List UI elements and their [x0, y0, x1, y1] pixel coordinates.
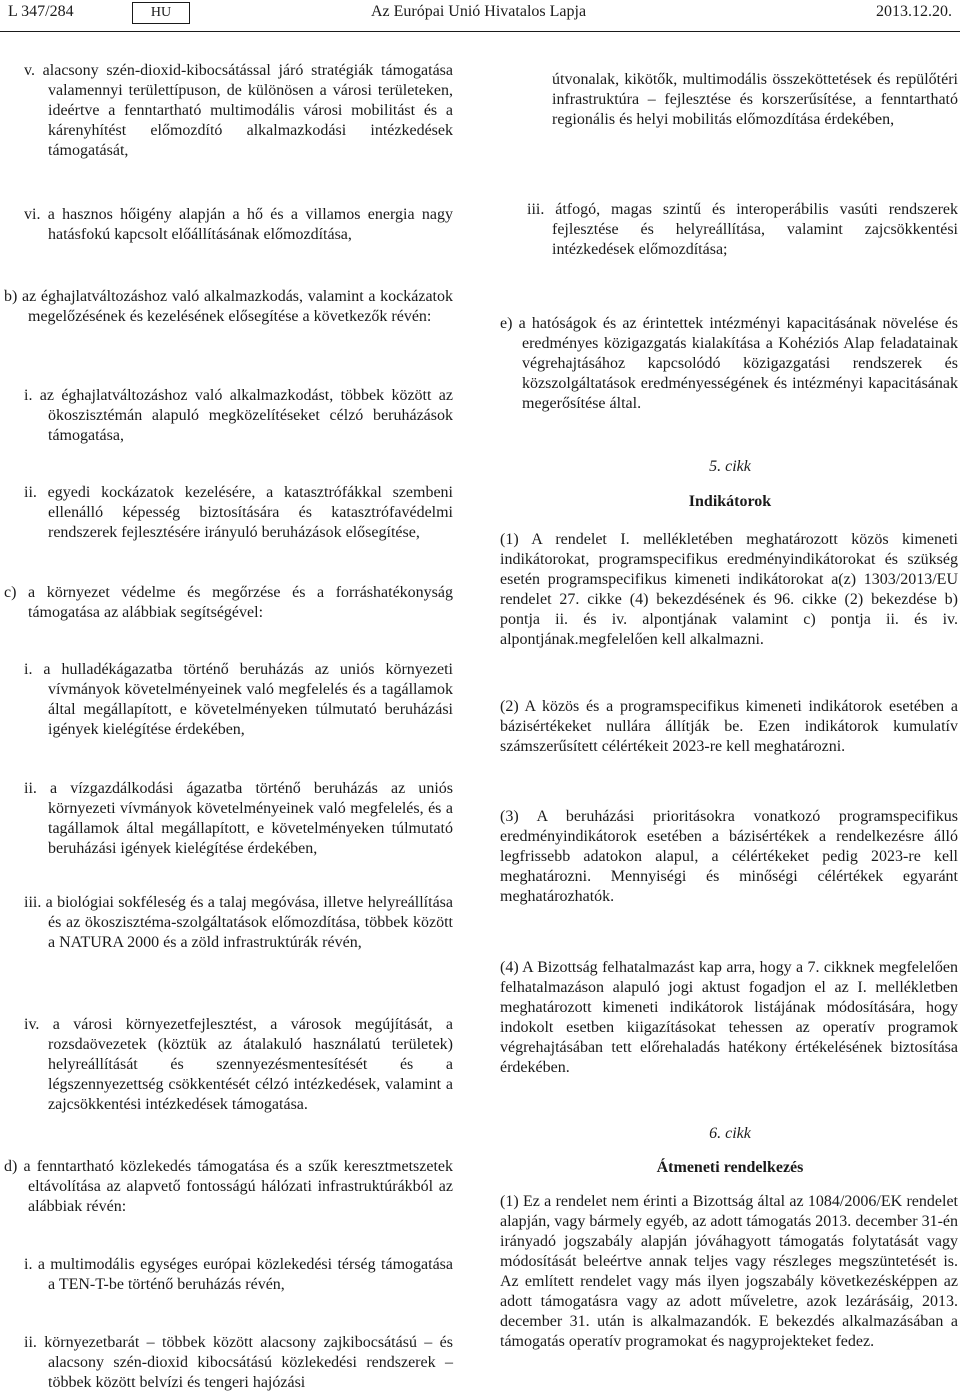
item-d-iii: iii. átfogó, magas szintű és interoperábilis vasúti rendszerek fejlesztése és helyreállítása, valamint zajcsökkentési intézkedések előmozdítása;: [527, 201, 958, 258]
item-v: v. alacsony szén-dioxid-kibocsátással járó stratégiák támogatása valamennyi területtípuson, de különösen a városi területeken, ideértve a fenntartható multimodális városi mobilitást és a kárenyhítést előmozdító alkalmazkodási intézkedések támogatását,: [24, 62, 453, 159]
item-c-ii: ii. a vízgazdálkodási ágazatba történő beruházás az uniós környezeti vívmányok követelményeinek való megfelelés, és a tagállamok által megállapított, e követelményeken túlmutató beruházási igények kielégítése érdekében,: [24, 780, 453, 857]
page-header: [0, 0, 960, 30]
item-c-i: i. a hulladékágazatba történő beruházás az uniós környezeti vívmányok követelményeinek való megfelelés és a tagállamok által megállapított, e követelményeken túlmutató beruházási igények kielégítése érdekében,: [24, 661, 453, 738]
item-vi: vi. a hasznos hőigény alapján a hő és a villamos energia nagy hatásfokú kapcsolt előállításának előmozdítása,: [24, 206, 453, 243]
item-b-i: i. az éghajlatváltozáshoz való alkalmazkodást, többek között az ökoszisztémán alapuló megközelítéseket célzó beruházások támogatása,: [24, 387, 453, 444]
article-5-paragraph-4: (4) A Bizottság felhatalmazást kap arra, hogy a 7. cikknek megfelelően felhatalmazáson alapuló jogi aktust fogadjon el az I. mellékletben meghatározott kimeneti indikátorok listájának módosítására, hogy indokolt esetben kiigazításokat tehessen az operatív programok végrehajtásában tett előrehaladás hatékony értékelésének biztosítása érdekében.: [500, 959, 958, 1076]
item-b-ii: ii. egyedi kockázatok kezelésére, a katasztrófákkal szembeni ellenálló képesség biztosítására és katasztrófavédelmi rendszerek fejlesztésére irányuló beruházások elősegítése,: [24, 484, 453, 541]
article-5-title: Indikátorok: [688, 493, 772, 510]
item-ii-continuation: útvonalak, kikötők, multimodális összeköttetések és repülőtéri infrastruktúra – fejlesztése és korszerűsítése, a fenntartható regionális és helyi mobilitás előmozdítása érdekében,: [552, 71, 958, 128]
article-5-paragraph-2: (2) A közös és a programspecifikus kimeneti indikátorok esetében a bázisértékeket nullára állítják be. Ezen indikátorok kumulatív számszerűsített célértékeit 2023-re kell meghatározni.: [500, 698, 958, 755]
header-rule: [0, 31, 960, 32]
article-6-title: Átmeneti rendelkezés: [656, 1159, 804, 1176]
article-5-paragraph-3: (3) A beruházási prioritásokra vonatkozó programspecifikus eredményindikátorok esetében a bázisértékek a rendelkezésre álló legfrissebb adatokon alapul, a célértékeket pedig 2023-re kell meghatározni. Mennyiségi és minőségi célértékek egyaránt meghatározhatók.: [500, 808, 958, 905]
item-c: c) a környezet védelme és megőrzése és a forráshatékonyság támogatása az alábbiak segítségével:: [4, 584, 453, 621]
item-d: d) a fenntartható közlekedés támogatása és a szűk keresztmetszetek eltávolítása az alapvető fontosságú hálózati infrastruktúrákból az alábbiak révén:: [4, 1158, 453, 1215]
publication-date: 2013.12.20.: [876, 3, 952, 20]
article-6-paragraph-1: (1) Ez a rendelet nem érinti a Bizottság által az 1084/2006/EK rendelet alapján, vagy bármely egyéb, az adott támogatás 2013. december 31-én irányadó jogszabály alapján jóváhagyott támogatás folytatását vagy módosítását beleértve annak teljes vagy részleges megszüntetését is. Az említett rendelet vagy más ilyen jogszabály következésképpen az adott támogatásra vagy az adott műveletre, azok lezárásáig, 2013. december 31. után is alkalmazandók. E bekezdés alkalmazásában a támogatás operatív programokat és nagyprojekteket fedez.: [500, 1193, 958, 1350]
article-5-number: 5. cikk: [709, 458, 751, 475]
item-d-ii: ii. környezetbarát – többek között alacsony zajkibocsátású – és alacsony szén-dioxid kibocsátású közlekedési rendszerek – többek között belvízi és tengeri hajózási: [24, 1334, 453, 1391]
item-c-iv: iv. a városi környezetfejlesztést, a városok megújítását, a rozsdaövezetek (köztük az átalakuló használatú területek) helyreállítását és szennyezésmentesítését és a légszennyezettség csökkentését célzó intézkedések, valamint a zajcsökkentési intézkedések támogatása.: [24, 1016, 453, 1113]
item-b: b) az éghajlatváltozáshoz való alkalmazkodás, valamint a kockázatok megelőzésének és kezelésének elősegítése a következők révén:: [4, 288, 453, 325]
language-code-box: HU: [132, 2, 190, 24]
page-reference: L 347/284: [8, 3, 74, 20]
item-d-i: i. a multimodális egységes európai közlekedési térség támogatása a TEN-T-be történő beruházás révén,: [24, 1256, 453, 1293]
article-5-paragraph-1: (1) A rendelet I. mellékletében meghatározott közös kimeneti indikátorokat, programspecifikus eredményindikátorokat és szükség esetén programspecifikus kimeneti indikátorokat a(z) 1303/2013/EU rendelet 27. cikke (4) bekezdésének és 96. cikke (2) bekezdése b) pontja ii. és iv. alpontjának valamint c) pontja ii. és iv. alpontjának.megfelelően kell alkalmazni.: [500, 531, 958, 648]
item-e: e) a hatóságok és az érintettek intézményi kapacitásának növelése és eredményes közigazgatás kialakítása a Kohéziós Alap feladatainak végrehajtásához kapcsolódó közigazgatási rendszerek és közszolgáltatások eredményességének és intézményi kapacitásának megerősítése által.: [500, 315, 958, 412]
journal-title: Az Európai Unió Hivatalos Lapja: [371, 3, 587, 20]
article-6-number: 6. cikk: [709, 1125, 751, 1142]
item-c-iii: iii. a biológiai sokféleség és a talaj megóvása, illetve helyreállítása és az ökoszisztéma-szolgáltatások előmozdítása, többek között a NATURA 2000 és a zöld infrastruktúrák révén,: [24, 894, 453, 951]
